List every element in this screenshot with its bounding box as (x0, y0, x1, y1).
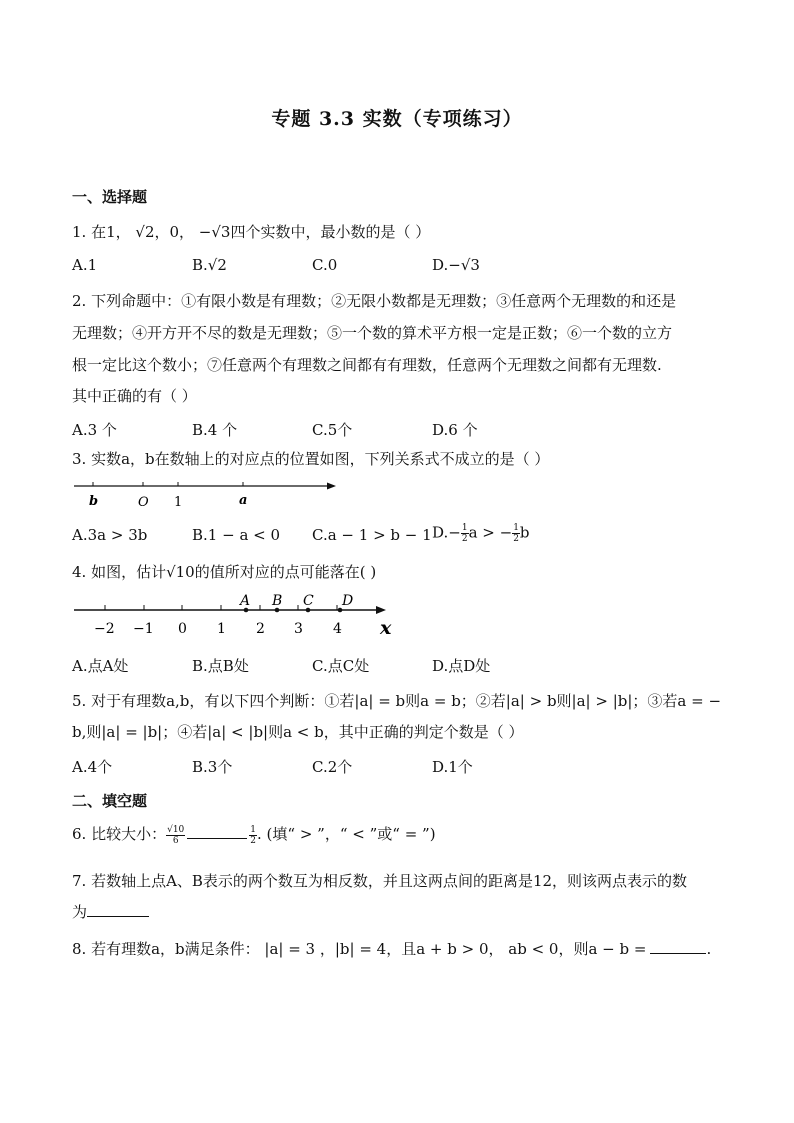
q3-label-b: b (89, 494, 99, 509)
q8-answer-blank[interactable] (650, 939, 706, 954)
q2-option-d: D.6 个 (432, 421, 478, 439)
q3-option-b: B.1 − a < 0 (192, 526, 281, 544)
q4-label-c: C (303, 593, 314, 609)
q2-option-b: B.4 个 (192, 421, 238, 439)
q2-option-c: C.5个 (312, 421, 353, 439)
q5-option-c: C.2个 (312, 758, 353, 776)
question-5-line-1: 5. 对于有理数a,b，有以下四个判断：①若|a| = b则a = b；②若|a| > b则|a| > |b|；③若a = − (72, 692, 722, 710)
q4-option-b: B.点B处 (192, 657, 249, 675)
question-7-line-2 (72, 901, 149, 922)
page-title: 专题 3.3 实数（专项练习） (271, 108, 523, 130)
q7-answer-blank[interactable] (87, 902, 149, 917)
q4-label-b: B (272, 593, 283, 609)
q3-fraction-half-2: $\frac{1}{2}$ (513, 523, 519, 544)
q3-label-o: O (138, 495, 149, 510)
q4-option-c: C.点C处 (312, 657, 370, 675)
q6-prefix: 6. 比较大小： (72, 825, 167, 843)
question-2-line-4: 其中正确的有（ ） (72, 387, 197, 405)
question-5-line-2: b,则|a| = |b|；④若|a| < |b|则a < b，其中正确的判定个数是（ ） (72, 723, 524, 741)
question-7-line-1: 7. 若数轴上点A、B表示的两个数互为相反数，并且这两点间的距离是12，则该两点表示的数 (72, 872, 688, 890)
q4-tick-label-4: 4 (333, 621, 342, 637)
q5-option-a: A.4个 (72, 758, 113, 776)
q3-label-1: 1 (174, 495, 183, 510)
question-2-line-2: 无理数；④开方开不尽的数是无理数；⑤一个数的算术平方根一定是正数；⑥一个数的立方 (72, 324, 673, 342)
q5-option-d: D.1个 (432, 758, 473, 776)
q3-option-c: C.a − 1 > b − 1 (312, 526, 432, 544)
q4-number-line (72, 588, 402, 640)
q4-tick-label-3: 3 (294, 621, 303, 637)
q8-text: 8. 若有理数a，b满足条件： |a| = 3 ，|b| = 4，且a + b > 0， ab < 0，则a − b = (72, 940, 647, 958)
q6-suffix: . (填“ > ”，“ < ”或“ = ”) (257, 825, 436, 843)
q3-option-a: A.3a > 3b (72, 526, 148, 544)
q6-fraction-sqrt10-over-6: $\frac{√10}{6}$ (167, 824, 185, 846)
section-choice-heading: 一、选择题 (72, 188, 148, 206)
q3-option-d-suffix: b (519, 523, 530, 542)
q4-axis-name: x (380, 617, 392, 639)
question-3-text: 3. 实数a，b在数轴上的对应点的位置如图，下列关系式不成立的是（ ） (72, 450, 550, 468)
q3-option-d (432, 523, 530, 544)
q3-option-d-mid: a > − (468, 523, 513, 542)
q4-option-a: A.点A处 (72, 657, 129, 675)
question-2-line-3: 根一定比这个数小；⑦任意两个有理数之间都有有理数，任意两个无理数之间都有无理数. (72, 356, 662, 374)
q4-axis-arrow (376, 606, 386, 614)
q5-option-b: B.3个 (192, 758, 233, 776)
q4-label-a: A (240, 593, 251, 609)
q3-number-line (72, 476, 342, 512)
q2-option-a: A.3 个 (72, 421, 117, 439)
q1-option-c: C.0 (312, 256, 338, 274)
q8-end: . (706, 940, 712, 958)
q3-axis-arrow (327, 483, 336, 490)
q6-fraction-half: $\frac{1}{2}$ (250, 824, 257, 846)
question-4-text: 4. 如图，估计√10的值所对应的点可能落在( ) (72, 563, 377, 581)
q6-answer-blank[interactable] (187, 824, 247, 839)
question-1-text: 1. 在1， √2，0， −√3四个实数中，最小数的是（ ） (72, 223, 431, 241)
q3-label-a: a (239, 493, 248, 508)
question-6 (72, 823, 436, 846)
question-8 (72, 938, 711, 959)
q3-option-d-prefix: D.− (432, 523, 461, 542)
q4-tick-label-neg1: −1 (133, 621, 154, 637)
q1-option-b: B.√2 (192, 256, 227, 274)
section-fill-heading: 二、填空题 (72, 792, 148, 810)
q4-label-d: D (342, 593, 354, 609)
question-2-line-1: 2. 下列命题中：①有限小数是有理数；②无限小数都是无理数；③任意两个无理数的和还是 (72, 292, 677, 310)
q1-option-a: A.1 (72, 256, 98, 274)
q3-fraction-half-1: $\frac{1}{2}$ (461, 523, 468, 544)
q4-tick-label-1: 1 (217, 621, 226, 637)
q4-tick-label-neg2: −2 (94, 621, 115, 637)
q7-line-2-text: 为 (72, 903, 88, 921)
q4-option-d: D.点D处 (432, 657, 491, 675)
q4-tick-label-2: 2 (256, 621, 265, 637)
q4-tick-label-0: 0 (178, 621, 187, 637)
q1-option-d: D.−√3 (432, 256, 480, 274)
